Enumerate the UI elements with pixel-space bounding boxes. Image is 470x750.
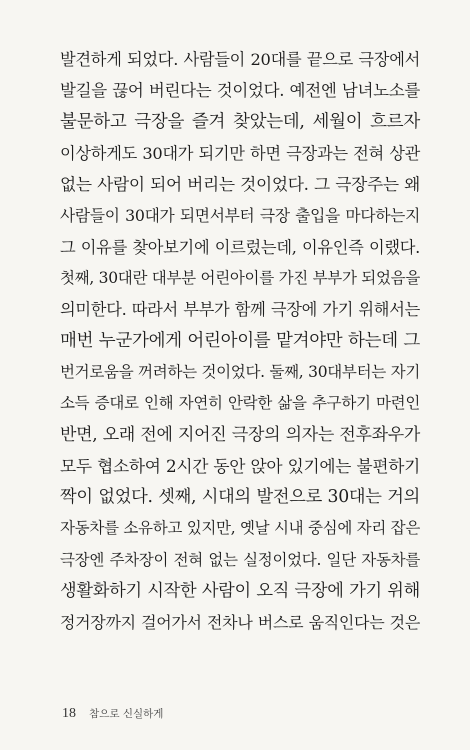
text-line: 그 이유를 찾아보기에 이르렀는데, 이유인즉 이랬다. — [60, 237, 420, 257]
text-line: 첫째, 30대란 대부분 어린아이를 가진 부부가 되었음을 — [60, 269, 420, 288]
text-line: 의미한다. 따라서 부부가 함께 극장에 가기 위해서는 — [60, 300, 420, 320]
text-line: 짝이 없었다. 셋째, 시대의 발전으로 30대는 거의 — [60, 487, 420, 508]
text-line: 발길을 끊어 버린다는 것이었다. 예전엔 남녀노소를 — [60, 81, 420, 101]
body-text — [60, 44, 420, 639]
page-number: 18 — [62, 706, 76, 721]
text-line: 이상하게도 30대가 되기만 하면 극장과는 전혀 상관 — [60, 143, 420, 163]
text-line: 매번 누군가에게 어린아이를 맡겨야만 하는데 그 — [60, 330, 420, 351]
text-line: 정거장까지 걸어가서 전차나 버스로 움직인다는 것은 — [60, 613, 420, 633]
text-line: 반면, 오래 전에 지어진 극장의 의자는 전후좌우가 — [60, 424, 420, 445]
text-line: 없는 사람이 되어 버리는 것이었다. 그 극장주는 왜 — [60, 174, 420, 195]
text-line: 소득 증대로 인해 자연히 안락한 삶을 추구하기 마련인 — [60, 394, 420, 413]
text-line: 모두 협소하여 2시간 동안 앉아 있기에는 불편하기 — [60, 455, 420, 476]
text-line: 번거로움을 꺼려하는 것이었다. 둘째, 30대부터는 자기 — [60, 362, 420, 381]
text-line: 극장엔 주차장이 전혀 없는 실정이었다. 일단 자동차를 — [60, 550, 420, 569]
text-line: 생활화하기 시작한 사람이 오직 극장에 가기 위해 — [60, 581, 420, 602]
page-footer — [62, 704, 163, 720]
running-title: 참으로 신실하게 — [89, 708, 164, 720]
text-line: 불문하고 극장을 즐겨 찾았는데, 세월이 흐르자 — [60, 111, 420, 132]
text-line: 자동차를 소유하고 있지만, 옛날 시내 중심에 자리 잡은 — [60, 519, 420, 538]
text-line: 발견하게 되었다. 사람들이 20대를 끝으로 극장에서 — [60, 50, 420, 69]
text-line: 사람들이 30대가 되면서부터 극장 출입을 마다하는지 — [60, 206, 420, 226]
